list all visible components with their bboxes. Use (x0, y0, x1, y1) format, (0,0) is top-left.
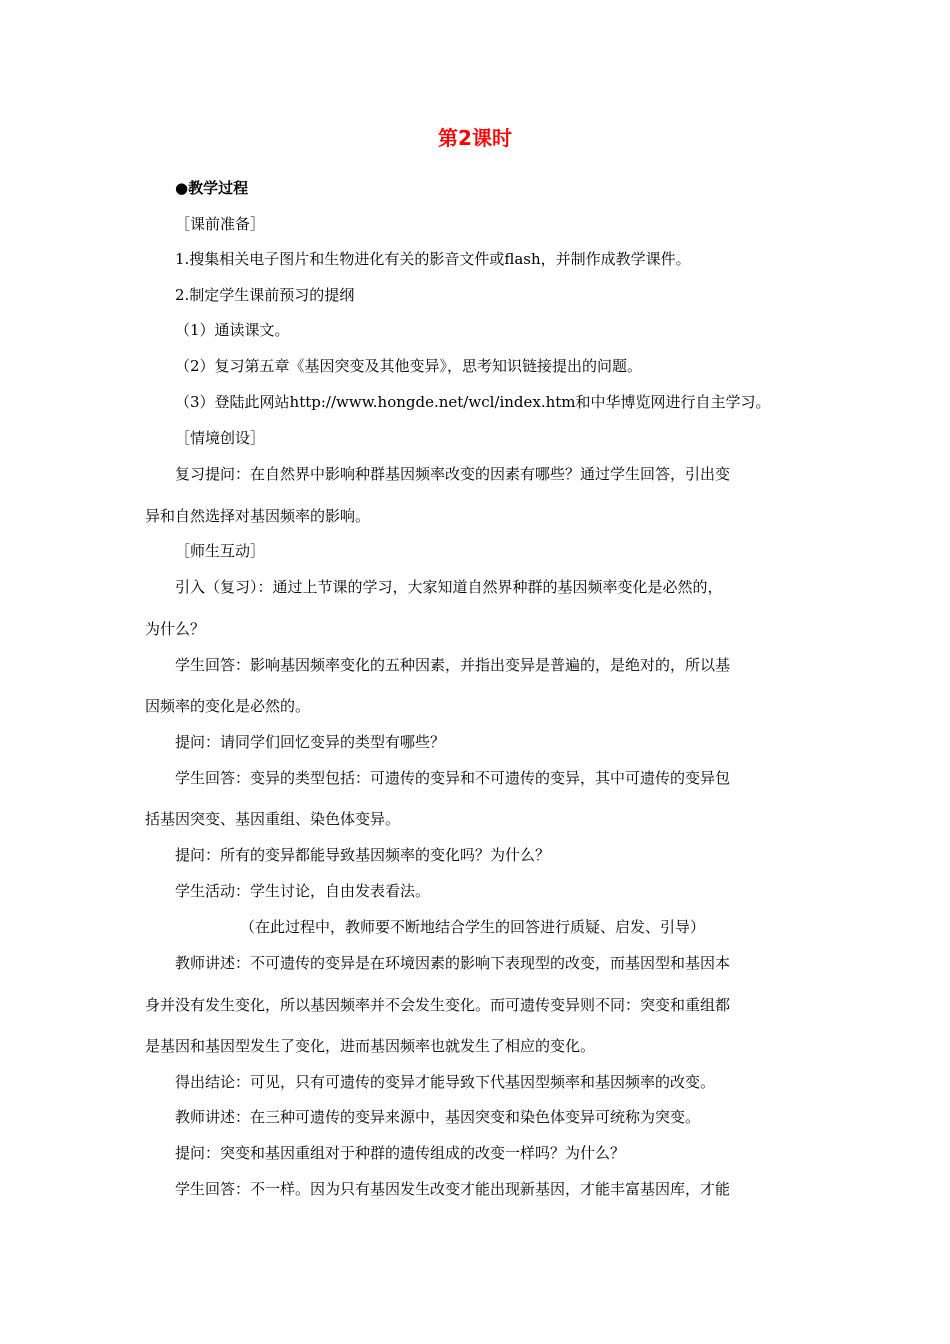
paragraph-line: 学生活动：学生讨论，自由发表看法。 (175, 882, 431, 900)
paragraph-line: （在此过程中，教师要不断地结合学生的回答进行质疑、启发、引导） (240, 918, 706, 936)
paragraph-line: 异和自然选择对基因频率的影响。 (145, 507, 371, 525)
paragraph-line: 2.制定学生课前预习的提纲 (175, 286, 355, 304)
paragraph-line: 提问：突变和基因重组对于种群的遗传组成的改变一样吗？为什么？ (175, 1144, 626, 1162)
paragraph-line: 引入（复习）：通过上节课的学习，大家知道自然界种群的基因频率变化是必然的， (175, 578, 723, 596)
paragraph-line: 学生回答：影响基因频率变化的五种因素，并指出变异是普遍的，是绝对的，所以基 (175, 656, 731, 674)
paragraph-line: （3）登陆此网站http://www.hongde.net/wcl/index.htm和中华博览网进行自主学习。 (175, 393, 771, 411)
paragraph-line: 教师讲述：不可遗传的变异是在环境因素的影响下表现型的改变，而基因型和基因本 (175, 954, 731, 972)
paragraph-line: 身并没有发生变化，所以基因频率并不会发生变化。而可遗传变异则不同：突变和重组都 (145, 996, 731, 1014)
paragraph-line: （1）通读课文。 (175, 321, 290, 339)
paragraph-line: 得出结论：可见，只有可遗传的变异才能导致下代基因型频率和基因频率的改变。 (175, 1073, 716, 1091)
subheading-interaction: ［师生互动］ (175, 542, 266, 560)
paragraph-line: 提问：请同学们回忆变异的类型有哪些？ (175, 733, 446, 751)
paragraph-line: 提问：所有的变异都能导致基因频率的变化吗？为什么？ (175, 846, 551, 864)
paragraph-line: 教师讲述：在三种可遗传的变异来源中，基因突变和染色体变异可统称为突变。 (175, 1108, 701, 1126)
paragraph-line: （2）复习第五章《基因突变及其他变异》，思考知识链接提出的问题。 (175, 357, 643, 375)
paragraph-line: 为什么？ (145, 620, 206, 638)
subheading-preparation: ［课前准备］ (175, 215, 266, 233)
paragraph-line: 学生回答：变异的类型包括：可遗传的变异和不可遗传的变异，其中可遗传的变异包 (175, 769, 731, 787)
paragraph-line: 是基因和基因型发生了变化，进而基因频率也就发生了相应的变化。 (145, 1037, 596, 1055)
paragraph-line: 括基因突变、基因重组、染色体变异。 (145, 810, 401, 828)
paragraph-line: 1.搜集相关电子图片和生物进化有关的影音文件或flash，并制作成教学课件。 (175, 250, 691, 268)
paragraph-line: 因频率的变化是必然的。 (145, 697, 311, 715)
section-heading-teaching-process: ●教学过程 (175, 179, 249, 197)
paragraph-line: 复习提问：在自然界中影响种群基因频率改变的因素有哪些？通过学生回答，引出变 (175, 465, 731, 483)
page-title: 第2课时 (438, 126, 512, 150)
paragraph-line: 学生回答：不一样。因为只有基因发生改变才能出现新基因，才能丰富基因库，才能 (175, 1180, 731, 1198)
subheading-scenario: ［情境创设］ (175, 429, 266, 447)
